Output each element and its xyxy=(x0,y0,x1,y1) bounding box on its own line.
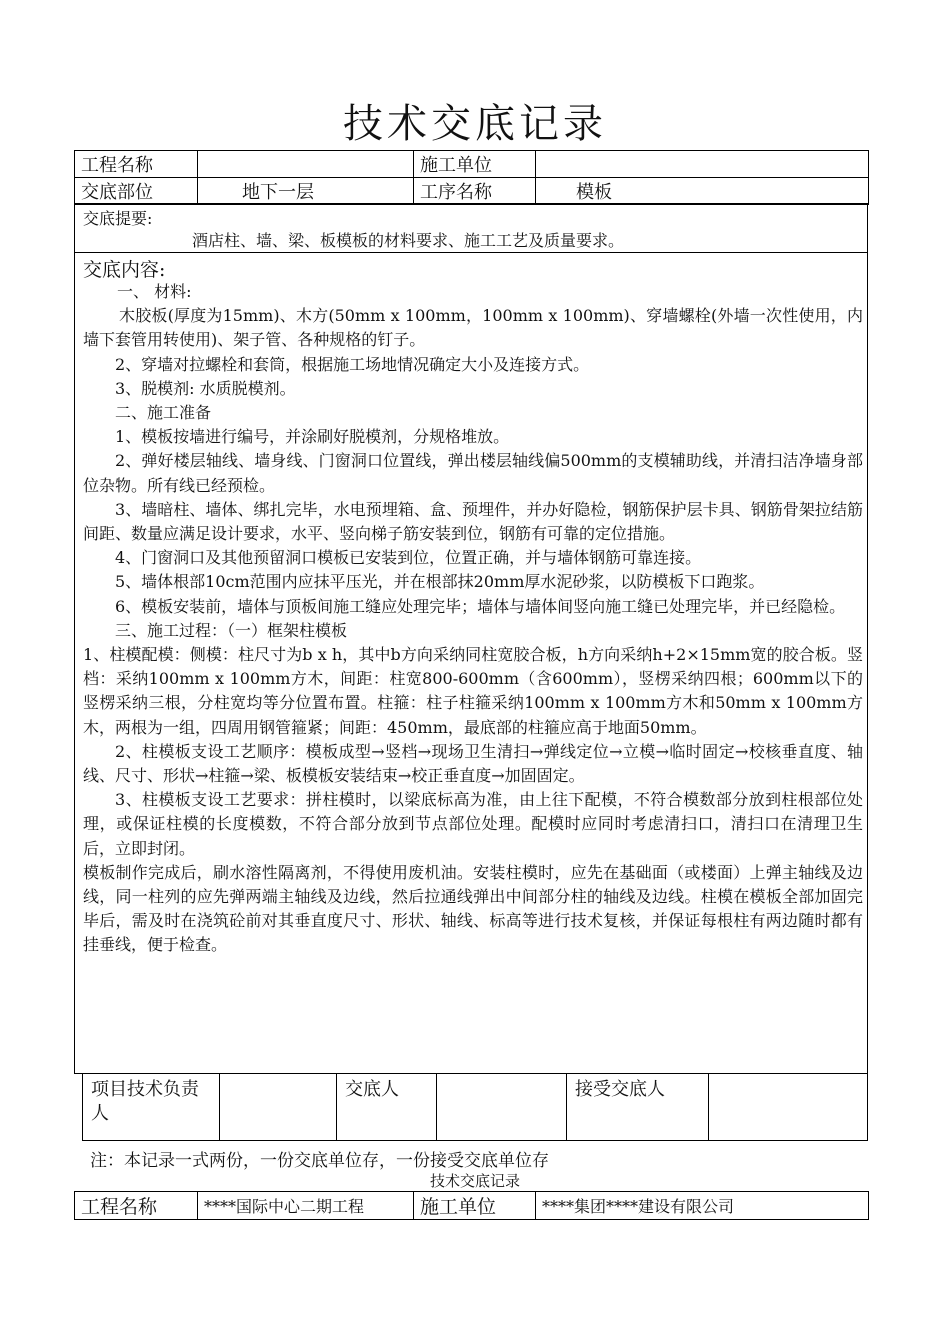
second-header-table xyxy=(74,1191,869,1220)
second-construction-unit-label: 施工单位 xyxy=(414,1192,536,1220)
content-body xyxy=(83,280,863,958)
header-table xyxy=(74,150,869,205)
location-label: 交底部位 xyxy=(75,178,198,205)
content-paragraph: 一、 材料: xyxy=(117,282,192,301)
process-field[interactable]: 模板 xyxy=(536,178,869,205)
summary-section xyxy=(74,203,868,253)
content-paragraph: 二、施工准备 xyxy=(115,403,212,423)
content-section xyxy=(74,252,868,1074)
summary-text: 酒店柱、墙、梁、板模板的材料要求、施工工艺及质量要求。 xyxy=(192,231,625,250)
signature-table xyxy=(82,1073,868,1141)
content-paragraph: 模板制作完成后，刷水溶性隔离剂，不得使用废机油。安装柱模时，应先在基础面（或楼面）上弹主轴线及边线，同一柱列的应先弹两端主轴线及边线，然后拉通线弹出中间部分柱的轴线及边线。柱模在模板全部加固完毕后，需及时在浇筑砼前对其垂直度尺寸、形状、轴线、标高等进行技术复核，并保证每根柱有两边随时都有挂垂线，便于检查。 xyxy=(83,862,863,955)
process-label: 工序名称 xyxy=(414,178,536,205)
project-name-label: 工程名称 xyxy=(75,151,198,178)
content-paragraph: 1、模板按墙进行编号，并涂刷好脱模剂，分规格堆放。 xyxy=(115,427,510,447)
header-row-1 xyxy=(75,151,869,178)
summary-label: 交底提要: xyxy=(83,209,153,228)
content-paragraph: 5、墙体根部10cm范围内应抹平压光，并在根部抹20mm厚水泥砂浆，以防模板下口跑浆。 xyxy=(115,572,765,592)
second-construction-unit-field[interactable]: ****集团****建设有限公司 xyxy=(536,1192,869,1220)
second-header-row xyxy=(75,1192,869,1220)
page-title: 技术交底记录 xyxy=(343,101,607,147)
header-row-2 xyxy=(75,178,869,205)
discloser-signature-field[interactable] xyxy=(437,1074,567,1141)
signature-row xyxy=(83,1074,868,1141)
content-paragraph: 3、墙暗柱、墙体、绑扎完毕，水电预埋箱、盒、预埋件，并办好隐检，钢筋保护层卡具、钢筋骨架拉结筋间距、数量应满足设计要求，水平、竖向梯子筋安装到位，钢筋有可靠的定位措施。 xyxy=(83,499,863,544)
construction-unit-label: 施工单位 xyxy=(414,151,536,178)
content-paragraph: 3、脱模剂: 水质脱模剂。 xyxy=(115,378,296,398)
tech-lead-label: 项目技术负责人 xyxy=(83,1074,220,1141)
content-paragraph: 3、柱模板支设工艺要求：拼柱模时，以梁底标高为准，由上往下配模，不符合模数部分放到柱根部位处理，或保证柱模的长度模数，不符合部分放到节点部位处理。配模时应同时考虑清扫口，清扫口在清理卫生后，立即封闭。 xyxy=(83,790,863,858)
content-paragraph: 6、模板安装前，墙体与顶板间施工缝应处理完毕；墙体与墙体间竖向施工缝已处理完毕，并已经隐检。 xyxy=(115,596,846,616)
content-paragraph: 木胶板(厚度为15mm)、木方(50mm x 100mm，100mm x 100mm)、穿墙螺栓(外墙一次性使用，内墙下套管用转使用)、架子管、各种规格的钉子。 xyxy=(83,306,863,350)
discloser-label: 交底人 xyxy=(337,1074,437,1141)
content-paragraph: 1、柱模配模：侧模：柱尺寸为b x h，其中b方向采纳同柱宽胶合板，h方向采纳h+2×15mm宽的胶合板。竖档：采纳100mm x 100mm方木，间距：柱宽800-600mm（含600mm），竖楞采纳四根；600mm以下的竖楞采纳三根，分柱宽均等分位置布置。柱箍：柱子柱箍采纳100mm x 100mm方木和50mm x 100mm方木，两根为一组，四周用钢管箍紧；间距：450mm，最底部的柱箍应高于地面50mm。 xyxy=(83,645,863,737)
second-project-name-label: 工程名称 xyxy=(75,1192,198,1220)
content-paragraph: 4、门窗洞口及其他预留洞口模板已安装到位，位置正确，并与墙体钢筋可靠连接。 xyxy=(115,548,702,568)
content-paragraph: 2、弹好楼层轴线、墙身线、门窗洞口位置线，弹出楼层轴线偏500mm的支模辅助线，并清扫洁净墙身部位杂物。所有线已经预检。 xyxy=(83,451,863,495)
receiver-label: 接受交底人 xyxy=(567,1074,709,1141)
project-name-field[interactable] xyxy=(198,151,414,178)
construction-unit-field[interactable] xyxy=(536,151,869,178)
receiver-signature-field[interactable] xyxy=(709,1074,868,1141)
content-label: 交底内容: xyxy=(83,259,166,281)
tech-lead-signature-field[interactable] xyxy=(220,1074,337,1141)
second-record-title: 技术交底记录 xyxy=(429,1172,520,1190)
content-paragraph: 2、柱模板支设工艺顺序：模板成型→竖档→现场卫生清扫→弹线定位→立模→临时固定→校核垂直度、轴线、尺寸、形状→柱箍→梁、板模板安装结束→校正垂直度→加固固定。 xyxy=(83,741,863,786)
content-paragraph: 2、穿墙对拉螺栓和套筒，根据施工场地情况确定大小及连接方式。 xyxy=(115,354,590,374)
location-field[interactable]: 地下一层 xyxy=(198,178,414,205)
content-paragraph: 三、施工过程：（一）框架柱模板 xyxy=(115,620,348,640)
second-project-name-field[interactable]: ****国际中心二期工程 xyxy=(198,1192,414,1220)
footnote: 注：本记录一式两份，一份交底单位存，一份接受交底单位存 xyxy=(90,1151,549,1171)
